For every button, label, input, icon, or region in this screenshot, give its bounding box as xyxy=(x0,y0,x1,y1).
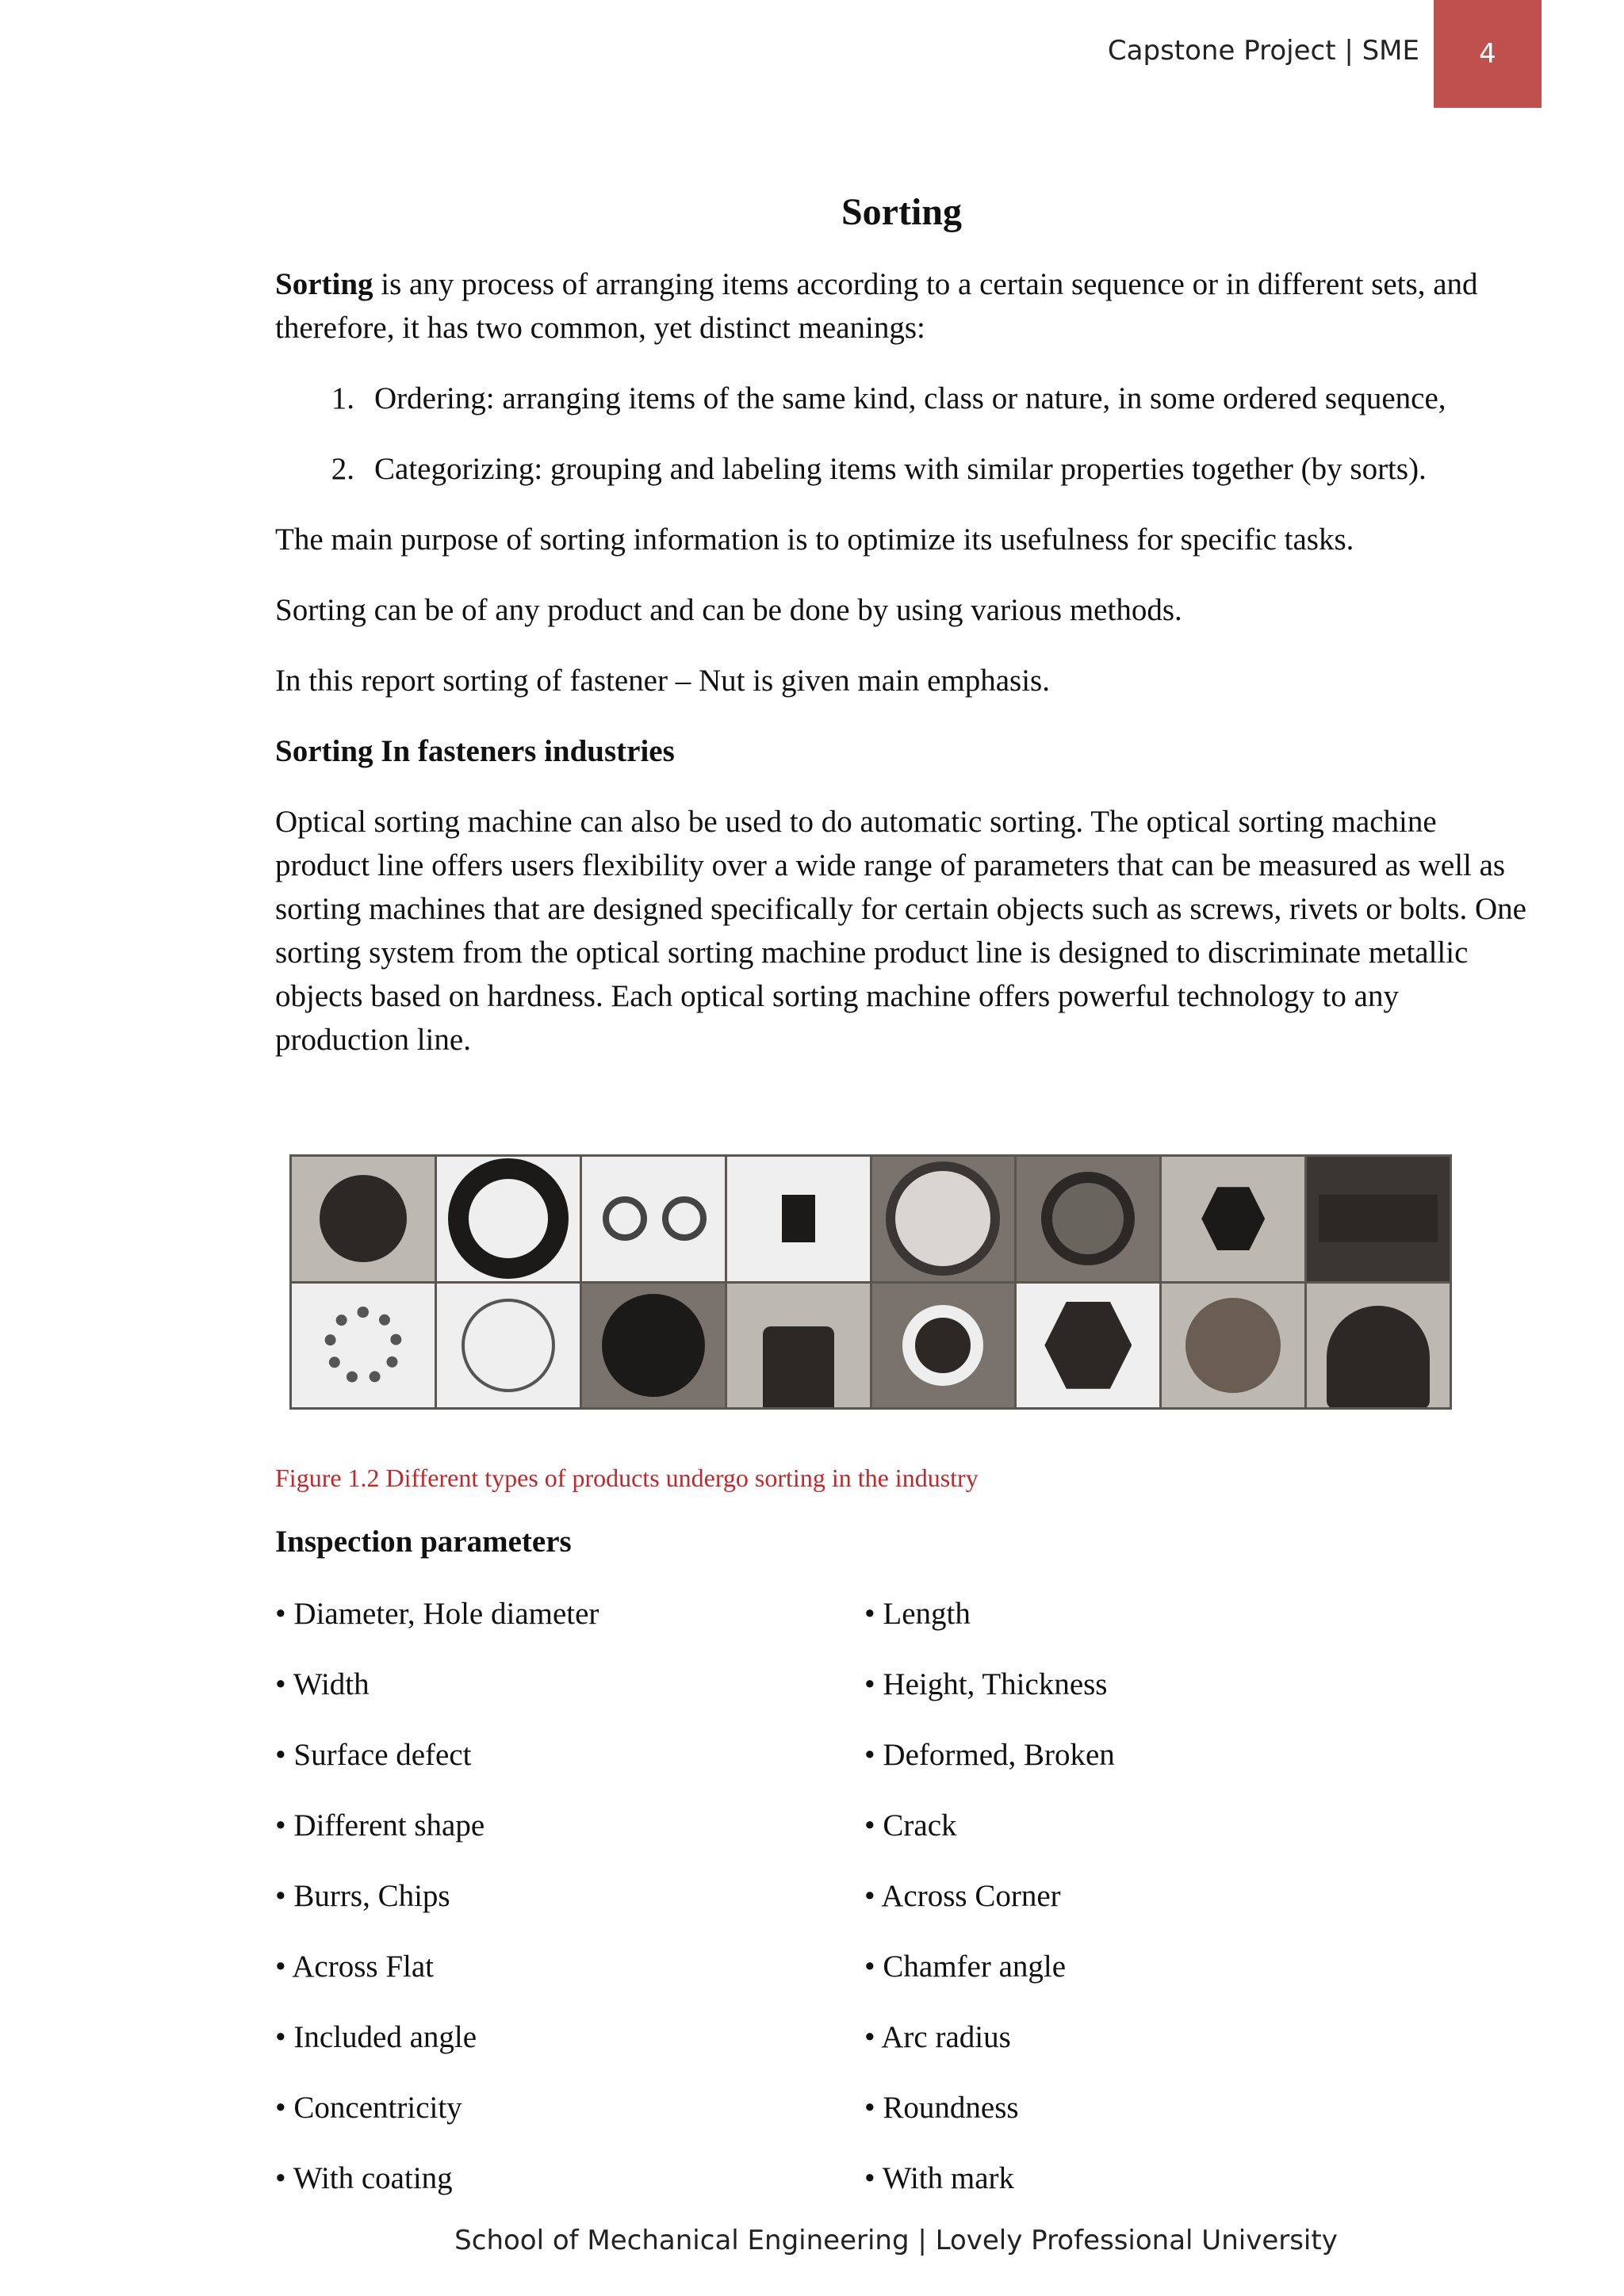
parameter-item: • Diameter, Hole diameter xyxy=(275,1597,599,1631)
intro-bold-term: Sorting xyxy=(275,267,373,301)
figure-tile xyxy=(872,1284,1015,1408)
parameter-item: • With mark xyxy=(864,2161,1015,2195)
intro-paragraph xyxy=(275,262,1528,350)
figure-tile xyxy=(437,1284,580,1408)
emphasis-paragraph: In this report sorting of fastener – Nut is given main emphasis. xyxy=(275,664,1050,698)
parameter-item: • Concentricity xyxy=(275,2091,462,2125)
figure-tile xyxy=(1162,1157,1304,1281)
parameter-item: • Arc radius xyxy=(864,2020,1011,2054)
list-number: 2. xyxy=(331,452,354,486)
parameter-item: • Crack xyxy=(864,1808,957,1843)
figure-tile xyxy=(1017,1284,1159,1408)
parameter-item: • With coating xyxy=(275,2161,453,2195)
list-number: 1. xyxy=(331,381,354,415)
figure-tile xyxy=(1307,1284,1450,1408)
inspection-heading: Inspection parameters xyxy=(275,1525,572,1559)
list-item xyxy=(275,377,1528,420)
parameter-item: • Included angle xyxy=(275,2020,477,2054)
parameter-item: • Surface defect xyxy=(275,1738,472,1772)
intro-text: is any process of arranging items according to a certain sequence or in different sets, and therefore, it has two common, yet distinct meanings: xyxy=(275,267,1478,345)
parameter-item: • Burrs, Chips xyxy=(275,1879,450,1913)
figure-tile xyxy=(727,1157,870,1281)
list-text: Categorizing: grouping and labeling items with similar properties together (by sorts). xyxy=(374,452,1427,486)
header-title: Capstone Project | SME xyxy=(1107,35,1419,67)
parameter-item: • Deformed, Broken xyxy=(864,1738,1115,1772)
figure-caption: Figure 1.2 Different types of products undergo sorting in the industry xyxy=(275,1464,979,1492)
parameter-item: • Height, Thickness xyxy=(864,1667,1108,1701)
methods-paragraph: Sorting can be of any product and can be done by using various methods. xyxy=(275,593,1182,627)
list-text: Ordering: arranging items of the same kind, class or nature, in some ordered sequence, xyxy=(374,381,1446,415)
parameter-item: • Length xyxy=(864,1597,971,1631)
fasteners-subheading: Sorting In fasteners industries xyxy=(275,734,675,768)
figure-tile xyxy=(1162,1284,1304,1408)
inspection-parameters-list xyxy=(275,1592,1465,2227)
figure-tile xyxy=(292,1157,435,1281)
parameter-item: • Width xyxy=(275,1667,370,1701)
figure-tile xyxy=(1307,1157,1450,1281)
page-number-badge: 4 xyxy=(1434,0,1542,108)
figure-tile xyxy=(582,1157,725,1281)
parameter-item: • Different shape xyxy=(275,1808,485,1843)
list-item xyxy=(275,447,1528,491)
optical-paragraph: Optical sorting machine can also be used to do automatic sorting. The optical sorting machine product line offers users flexibility over a wide range of parameters that can be measured as well as sorting machines that are designed specifically for certain objects such as screws, rivets or bolts. One sorting system from the optical sorting machine product line is designed to discriminate metallic objects based on hardness. Each optical sorting machine offers powerful technology to any production line. xyxy=(275,805,1526,1057)
parameter-item: • Chamfer angle xyxy=(864,1950,1067,1984)
main-content xyxy=(275,190,1528,1089)
figure-tile xyxy=(292,1284,435,1408)
figure-tile xyxy=(582,1284,725,1408)
section-title: Sorting xyxy=(841,191,962,233)
products-figure xyxy=(289,1154,1452,1410)
figure-tile xyxy=(437,1157,580,1281)
parameter-item: • Across Flat xyxy=(275,1950,434,1984)
parameter-item: • Across Corner xyxy=(864,1879,1061,1913)
figure-tile xyxy=(872,1157,1015,1281)
figure-tile xyxy=(1017,1157,1159,1281)
page-footer: School of Mechanical Engineering | Lovely Professional University xyxy=(454,2225,1338,2256)
parameter-item: • Roundness xyxy=(864,2091,1019,2125)
figure-tile xyxy=(727,1284,870,1408)
purpose-paragraph: The main purpose of sorting information is to optimize its usefulness for specific tasks. xyxy=(275,522,1354,557)
